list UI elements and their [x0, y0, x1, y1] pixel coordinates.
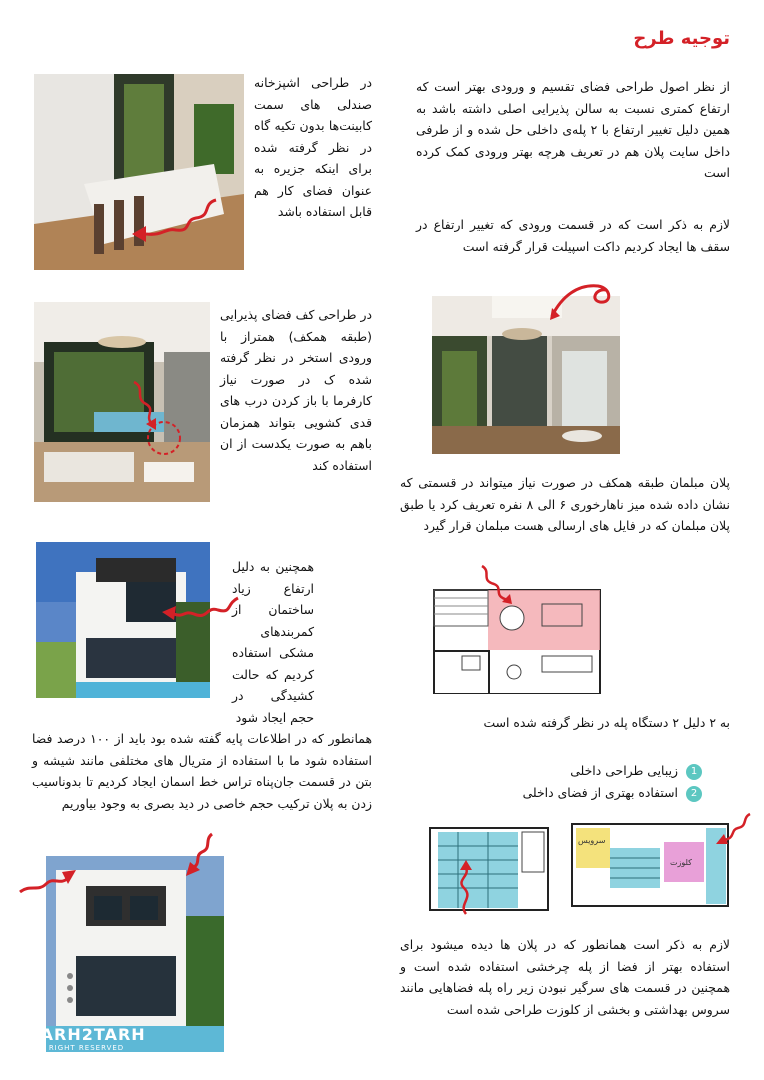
reason-number-badge: 2	[686, 786, 702, 802]
facade-arrow-icon	[160, 594, 240, 624]
stair-left-arrow-icon	[454, 860, 478, 916]
entrance-paragraph: از نظر اصول طراحی فضای تقسیم و ورودی بهتر است که ارتفاع کمتری نسبت به سالن پذیرایی اصلی داشته باشد به همین دلیل تغییر ارتفاع با ۲ پله‌ی داخلی حل شده و از طرفی داخل سایت پلان هم در تعریف هرچه بهتر ورودی کمک کرده است	[416, 79, 730, 180]
reason-text: زیبایی طراحی داخلی	[570, 763, 678, 778]
kitchen-arrow-icon	[128, 196, 218, 246]
reasons-list	[442, 760, 702, 804]
service-label: سرویس	[578, 836, 606, 845]
building-right-arrow-icon	[182, 832, 216, 878]
logo-name: TARH2TARH	[30, 1025, 146, 1044]
plan-arrow-icon	[478, 562, 518, 606]
closet-label: کلوزت	[670, 858, 692, 867]
lobby-arrow-icon	[548, 276, 618, 320]
brand-logo	[30, 1025, 146, 1052]
spiral-stair-paragraph: لازم به ذکر است همانطور که در پلان ها دیده میشود برای استفاده بهتر از فضا از پله چرخشی استفاده شده است و همچنین در قسمت های سرگیر نبودن زیر راه پله فضاهایی مانند سروس بهداشتی و بخشی از کلوزت طراحی شده است	[400, 937, 730, 1017]
living-room-render-image	[34, 302, 210, 502]
furniture-plan-paragraph: پلان مبلمان طبقه همکف در صورت نیاز میتواند در قسمتی که نشان داده شده میز ناهارخوری ۶ الی ۸ نفره تعریف کرد یا طبق پلان مبلمان که در فایل های ارسالی هست مبلمان قرار گیرد	[400, 475, 730, 533]
reason-text: استفاده بهتری از فضای داخلی	[522, 785, 678, 800]
reason-item	[442, 782, 702, 804]
kitchen-paragraph: در طراحی اشپزخانه صندلی های سمت کابینت‌ها بدون تکیه گاه در نظر گرفته شده برای اینکه جزیره به عنوان فضای کار هم قابل استفاده باشد	[254, 75, 372, 219]
building-left-arrow-icon	[18, 866, 78, 896]
page-title: توجیه طرح	[633, 28, 730, 49]
living-room-paragraph: در طراحی کف فضای پذیرایی (طبقه همکف) همتراز با ورودی استخر در نظر گرفته شده ک در صورت نیاز کارفرما با باز کردن درب های قدی کشویی بتواند همزمان باهم به صورت یکدست از ان استفاده کند	[220, 307, 372, 473]
stair-plan-left-image	[428, 826, 550, 912]
logo-sub: ALL RIGHT RESERVED	[30, 1044, 125, 1052]
living-arrow-icon	[130, 380, 160, 430]
reason-item	[442, 760, 702, 782]
stair-right-arrow-icon	[712, 808, 752, 848]
reason-number-badge: 1	[686, 764, 702, 780]
split-duct-paragraph: لازم به ذکر است که در قسمت ورودی که تغییر ارتفاع در سقف ها ایجاد کردیم داکت اسپیلت قرار گرفته است	[416, 217, 730, 254]
materials-paragraph: همانطور که در اطلاعات پایه گفته شده بود باید از ۱۰۰ درصد فضا استفاده شود ما با استفاده از متریال های مختلفی مانند شیشه و بتن در قسمت جان‌پناه تراس خط اسمان ایجاد کردیم تا بدونا‌سیب زدن به پلان ترکیب حجم خاصی در دید بصری به وجود بیاوریم	[32, 731, 372, 811]
stair-plan-right-image	[570, 822, 730, 908]
two-stairs-paragraph: به ۲ دلیل ۲ دستگاه پله در نظر گرفته شده است	[483, 715, 730, 730]
facade-paragraph: همچنین به دلیل ارتفاع زیاد ساختمان از کمربندهای مشکی استفاده کردیم که حالت کشیدگی در حجم ایجاد شود	[232, 559, 314, 725]
